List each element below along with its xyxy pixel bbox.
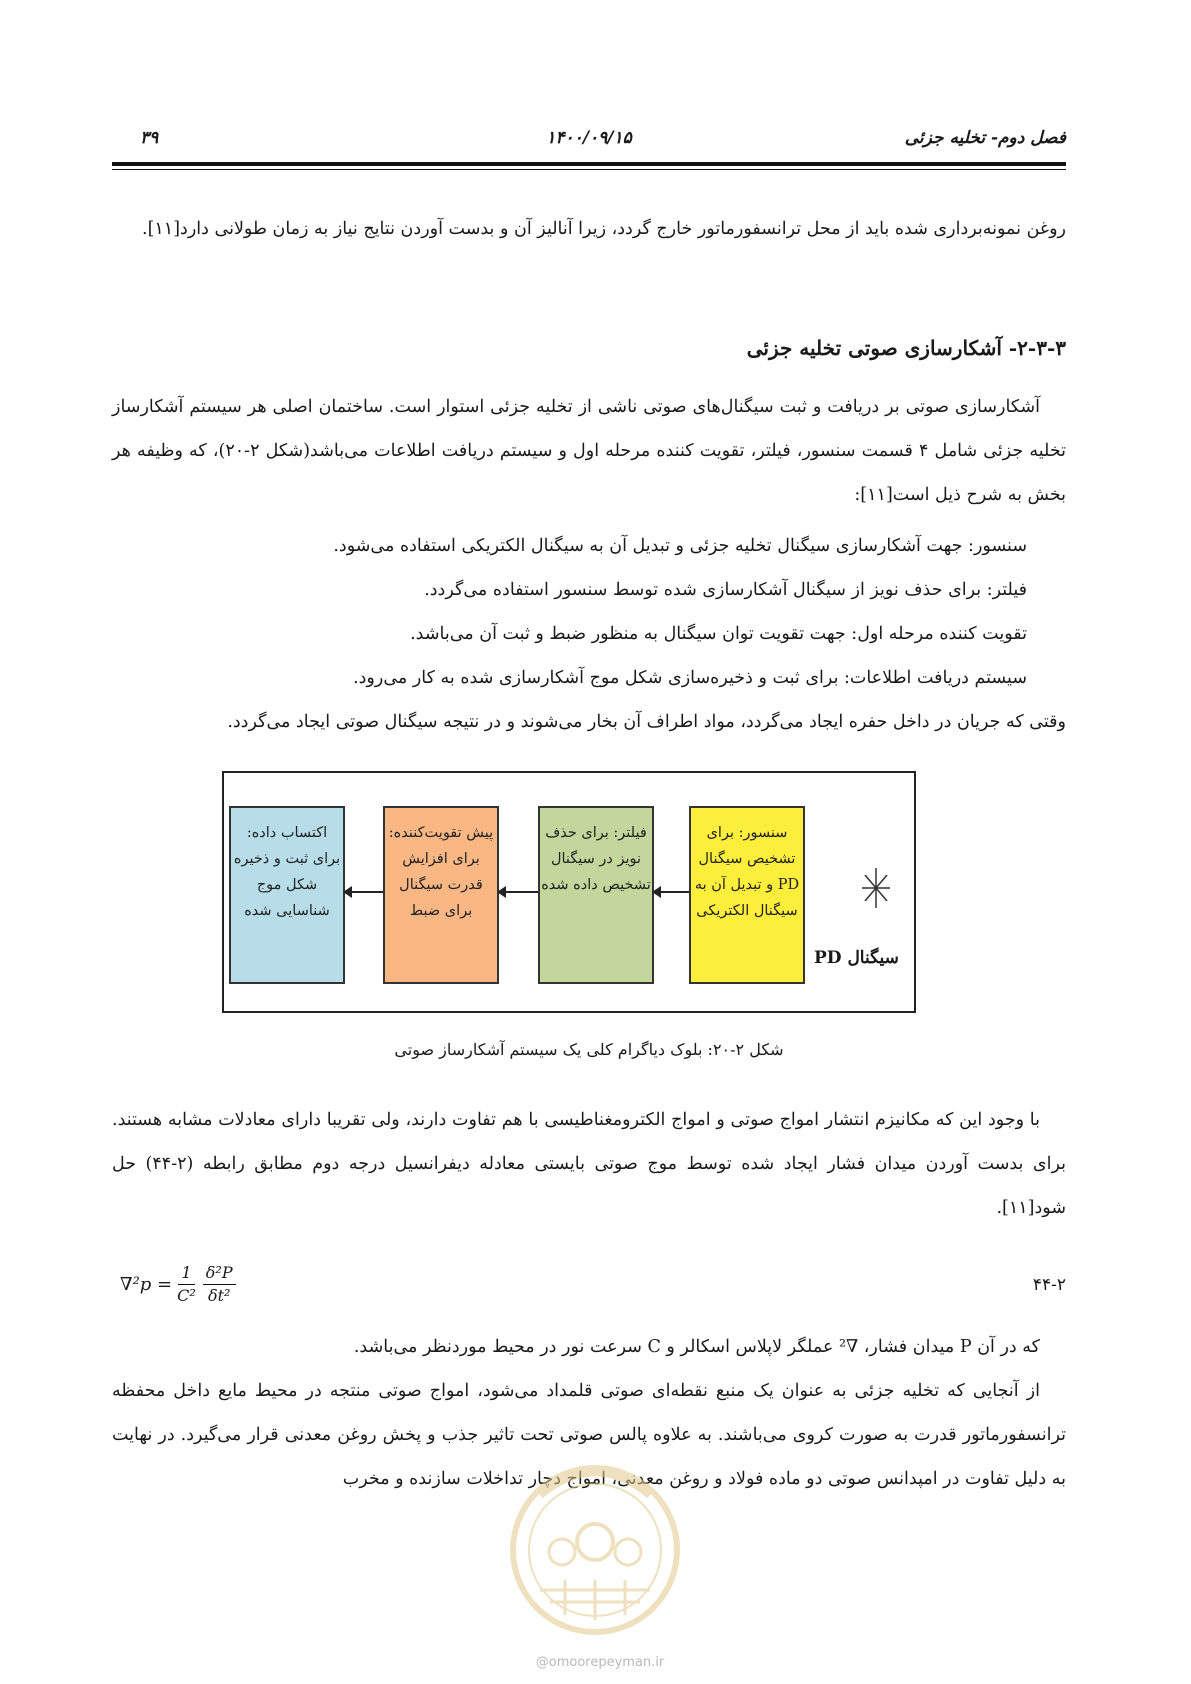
paragraph-variable-definitions: که در آن P میدان فشار، ∇² عملگر لاپلاس اسکالر و C سرعت نور در محیط مورد‌نظر می‌باشد. xyxy=(353,1337,1040,1357)
list-item-sensor: سنسور: جهت آشکارسازی سیگنال تخلیه جزئی و تبدیل آن به سیگنال الکتریکی استفاده می‌شود. xyxy=(333,536,1027,556)
pd-signal-label: سیگنال PD xyxy=(814,948,899,968)
block-diagram xyxy=(222,771,916,1013)
equation-fraction-1 xyxy=(174,1262,199,1307)
watermark-url: @omoorepeyman.ir xyxy=(535,1655,665,1670)
pd-source-icon xyxy=(856,863,896,913)
wave-equation xyxy=(120,1262,238,1307)
header-rule-thin xyxy=(112,169,1066,170)
list-item-filter: فیلتر: برای حذف نویز از سیگنال آشکارسازی شده توسط سنسور استفاده می‌گردد. xyxy=(424,580,1027,600)
block-preamplifier: پیش تقویت‌کننده: برای افزایش قدرت سیگنال برای ضبط xyxy=(383,806,499,984)
section-heading: ۲-۳-۳- آشکارسازی صوتی تخلیه جزئی xyxy=(746,336,1066,360)
chapter-title: فصل دوم- تخلیه جزئی xyxy=(904,128,1066,148)
paragraph-point-source: از آنجایی که تخلیه جزئی به عنوان یک منبع نقطه‌ای صوتی قلمداد می‌شود، امواج صوتی منتجه در محیط مایع داخل محفظه ترانسفورماتور قدرت به صورت کروی می‌باشند. به علاوه پالس صوتی تحت تاثیر جذب و پخش روغن معدنی قرار می‌گیرد. در نهایت به دلیل تفاوت در امپدانس صوتی دو ماده فولاد و روغن معدنی، امواج دچار تداخلات سازنده و مخرب xyxy=(112,1381,1066,1489)
arrow-icon xyxy=(654,891,689,893)
arrow-icon xyxy=(345,891,383,893)
list-item-daq: سیستم دریافت اطلاعات: برای ثبت و ذخیره‌سازی شکل موج آشکارسازی شده به کار می‌رود. xyxy=(353,668,1027,688)
paragraph-acoustic-detection: آشکارسازی صوتی بر دریافت و ثبت سیگنال‌های صوتی ناشی از تخلیه جزئی استوار است. ساختمان اصلی هر سیستم آشکارساز تخلیه جزئی شامل ۴ قسمت سنسور، فیلتر، تقویت کننده مرحله اول و سیستم دریافت اطلاعات می‌باشد(شکل ۲-۲۰)، که وظیفه هر بخش به شرح ذیل است[۱۱]: xyxy=(112,397,1066,505)
page-header xyxy=(112,128,1066,160)
header-rule-thick xyxy=(112,162,1066,166)
paragraph-cavity-current: وقتی که جریان در داخل حفره ایجاد می‌گردد، مواد اطراف آن بخار می‌شوند و در نتیجه سیگنال صوتی ایجاد می‌گردد. xyxy=(227,712,1066,732)
page-number: ۳۹ xyxy=(140,128,159,148)
figure-caption: شکل ۲-۲۰: بلوک دیاگرام کلی یک سیستم آشکارساز صوتی xyxy=(394,1040,784,1059)
equation-lhs: ∇²p = xyxy=(120,1274,173,1295)
fraction-denominator: C² xyxy=(177,1286,196,1305)
paragraph-oil-sampling: روغن نمونه‌برداری شده باید از محل ترانسفورماتور خارج گردد، زیرا آنالیز آن و بدست آوردن نتایج نیاز به زمان طولانی دارد[۱۱]. xyxy=(142,219,1066,239)
fraction-numerator: δ²P xyxy=(203,1262,236,1285)
watermark-seal-icon xyxy=(500,1440,690,1650)
block-data-acquisition: اکتساب داده: برای ثبت و ذخیره شکل موج شناسایی شده xyxy=(229,806,345,984)
paragraph-wave-equations: با وجود این که مکانیزم انتشار امواج صوتی و امواج الکترومغناطیسی با هم تفاوت دارند، ولی تقریبا دارای معادلات مشابه هستند. برای بدست آوردن میدان فشار ایجاد شده توسط موج صوتی بایستی معادله دیفرانسیل درجه دوم مطابق رابطه (۲-۴۴) حل شود[۱۱]. xyxy=(112,1110,1066,1218)
equation-fraction-2 xyxy=(203,1262,236,1307)
arrow-icon xyxy=(499,891,538,893)
list-item-amplifier: تقویت کننده مرحله اول: جهت تقویت توان سیگنال به منظور ضبط و ثبت آن می‌باشد. xyxy=(410,624,1027,644)
equation-number: ۴۴-۲ xyxy=(1032,1275,1066,1295)
fraction-denominator: δt² xyxy=(207,1286,231,1305)
header-date: ۱۴۰۰/۰۹/۱۵ xyxy=(546,128,632,148)
fraction-numerator: 1 xyxy=(178,1262,194,1285)
block-filter: فیلتر: برای حذف نویز در سیگنال تشخیص داده شده xyxy=(538,806,654,984)
block-sensor: سنسور: برای تشخیص سیگنال PD و تبدیل آن به سیگنال الکتریکی xyxy=(689,806,805,984)
